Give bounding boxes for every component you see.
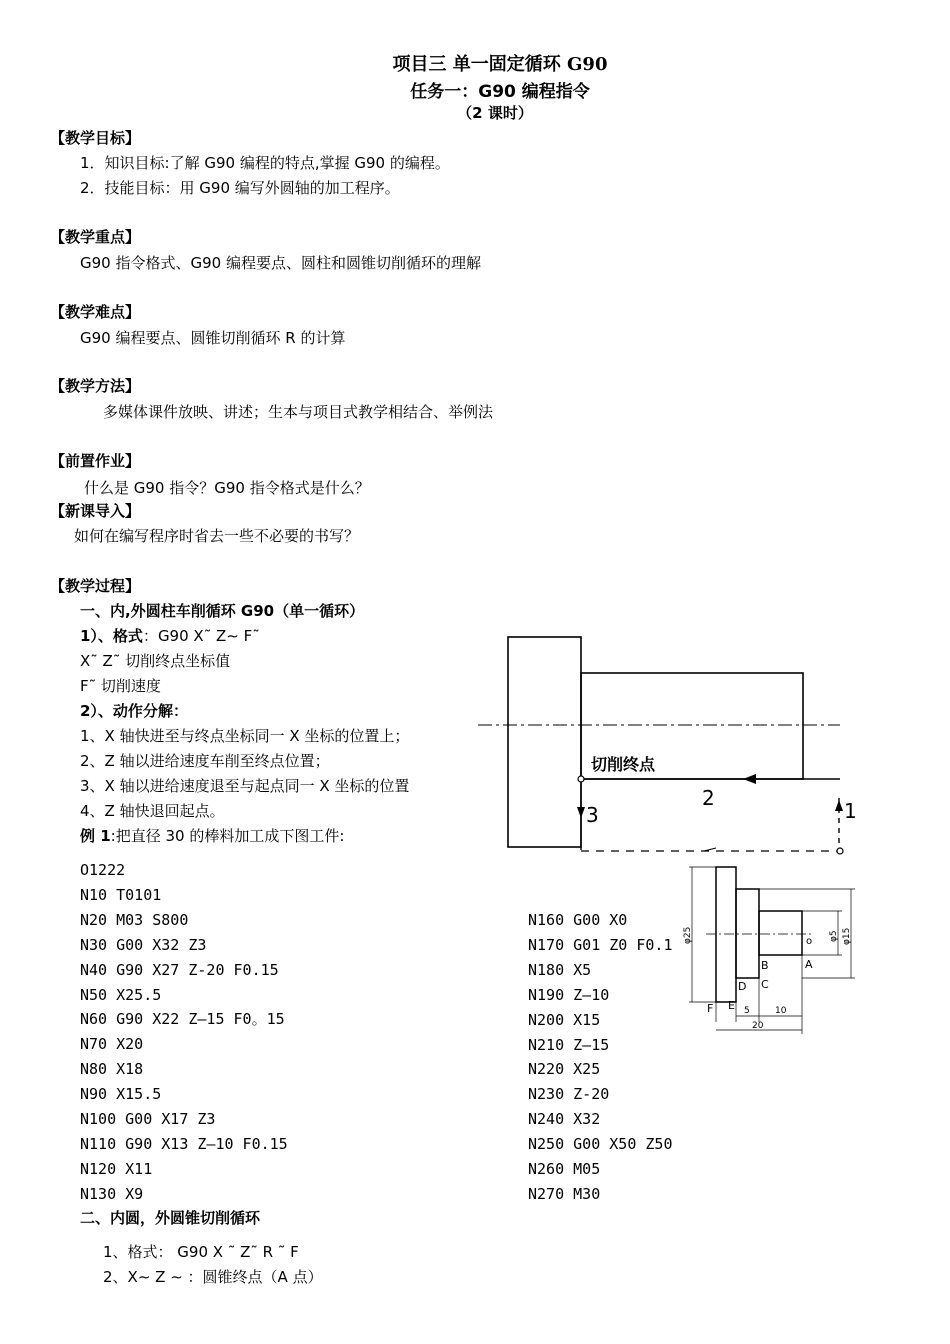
part-step-15 xyxy=(736,889,759,978)
difficulty-heading: 【教学难点】 xyxy=(50,303,141,321)
program-line: N270 M30 xyxy=(528,1184,601,1203)
point-c-label: C xyxy=(761,978,769,991)
objectives-heading: 【教学目标】 xyxy=(50,129,141,147)
program-right xyxy=(528,908,673,1207)
arrow-3 xyxy=(577,807,585,818)
example-text: :把直径 30 的棒料加工成下图工件: xyxy=(110,827,345,845)
point-b-label: B xyxy=(761,959,769,972)
program-line: N70 X20 xyxy=(80,1035,144,1054)
program-line: N230 Z-20 xyxy=(528,1085,610,1104)
program-line: N220 X25 xyxy=(528,1060,601,1079)
program-line: N210 Z—15 xyxy=(528,1035,610,1054)
section-2-title: 二、内圆，外圆锥切削循环 xyxy=(80,1209,261,1227)
cut-end-label: 切削终点 xyxy=(591,755,656,774)
program-line: N170 G01 Z0 F0.1 xyxy=(528,935,673,954)
program-line: N80 X18 xyxy=(80,1060,144,1079)
action-item: 4、Z 轴快退回起点。 xyxy=(80,802,225,820)
point-d-label: D xyxy=(738,980,747,993)
program-line: N190 Z—10 xyxy=(528,985,610,1004)
part-step-25 xyxy=(716,867,736,1002)
program-line: N160 G00 X0 xyxy=(528,911,628,929)
program-left xyxy=(80,858,288,1207)
program-line: N90 X15.5 xyxy=(80,1085,162,1104)
dim-20-label: 20 xyxy=(752,1021,764,1031)
g90-cycle-diagram xyxy=(470,630,880,865)
format-label: 1）、格式 xyxy=(80,627,143,645)
program-line: N180 X5 xyxy=(528,960,592,979)
homework-heading: 【前置作业】 xyxy=(50,452,141,470)
point-e-label: E xyxy=(728,999,735,1012)
dia-5-label: φ5 xyxy=(829,930,839,942)
program-line: N30 G00 X32 Z3 xyxy=(80,935,207,954)
format-text: ：G90 X˜ Z∼ F˜ xyxy=(142,627,260,645)
homework-text: 什么是 G90 指令？G90 指令格式是什么？ xyxy=(84,479,370,497)
difficulty-text: G90 编程要点、圆锥切削循环 R 的计算 xyxy=(80,329,346,347)
program-line: N200 X15 xyxy=(528,1010,601,1029)
program-line: N10 T0101 xyxy=(80,885,162,904)
intro-heading: 【新课导入】 xyxy=(50,502,141,520)
dia-25-label: φ25 xyxy=(683,926,693,944)
cone-format: 1、格式： G90 X ˜ Z˜ R ˜ F xyxy=(103,1243,299,1261)
intro-text: 如何在编写程序时省去一些不必要的书写？ xyxy=(74,527,360,545)
cone-xz: 2、X∼ Z ∼ ：圆锥终点（A 点） xyxy=(103,1268,323,1286)
point-a-label: A xyxy=(805,958,813,971)
objective-item: 1．知识目标:了解 G90 编程的特点,掌握 G90 的编程。 xyxy=(80,154,450,172)
dia-15-label: φ15 xyxy=(842,927,852,945)
objective-item: 2．技能目标：用 G90 编写外圆轴的加工程序。 xyxy=(80,179,400,197)
cut-end-point xyxy=(578,776,584,782)
dim-10-label: 10 xyxy=(775,1006,787,1016)
part-drawing xyxy=(680,860,860,1040)
page-title: 项目三 单一固定循环 G90 xyxy=(392,54,608,75)
example-label: 例 1 xyxy=(80,827,111,845)
program-line: N110 G90 X13 Z—10 F0.15 xyxy=(80,1134,288,1153)
start-point xyxy=(837,848,843,854)
program-line: N240 X32 xyxy=(528,1110,601,1129)
arrow-4 xyxy=(704,848,716,851)
program-line: N100 G00 X17 Z3 xyxy=(80,1110,216,1129)
dim-5-label: 5 xyxy=(744,1006,750,1016)
xz-line: X˜ Z˜ 切削终点坐标值 xyxy=(80,652,231,670)
section-1-title: 一、内,外圆柱车削循环 G90（单一循环） xyxy=(80,602,365,620)
step-3-label: 3 xyxy=(586,803,599,827)
arrow-2 xyxy=(743,774,756,784)
program-line: N60 G90 X22 Z—15 F0。15 xyxy=(80,1010,285,1029)
focus-text: G90 指令格式、G90 编程要点、圆柱和圆锥切削循环的理解 xyxy=(80,254,481,272)
focus-heading: 【教学重点】 xyxy=(50,228,141,246)
chuck-body xyxy=(508,637,581,847)
method-text: 多媒体课件放映、讲述；生本与项目式教学相结合、举例法 xyxy=(103,403,494,421)
class-hours: （2 课时） xyxy=(457,104,533,122)
program-line: N50 X25.5 xyxy=(80,985,162,1004)
actions-heading: 2）、动作分解： xyxy=(80,702,188,720)
action-item: 3、X 轴以进给速度退至与起点同一 X 坐标的位置 xyxy=(80,777,410,795)
program-line: N20 M03 S800 xyxy=(80,910,189,929)
step-1-label: 1 xyxy=(844,799,857,823)
program-line: N250 G00 X50 Z50 xyxy=(528,1135,673,1154)
example-line xyxy=(80,825,344,846)
method-heading: 【教学方法】 xyxy=(50,377,141,395)
program-line: N120 X11 xyxy=(80,1159,153,1178)
program-line: N260 M05 xyxy=(528,1160,601,1179)
program-line: N130 X9 xyxy=(80,1184,144,1203)
step-2-label: 2 xyxy=(702,786,715,810)
action-item: 1、X 轴快进至与终点坐标同一 X 坐标的位置上； xyxy=(80,727,410,745)
page-subtitle: 任务一：G90 编程指令 xyxy=(410,82,590,102)
program-line: N40 G90 X27 Z-20 F0.15 xyxy=(80,960,279,979)
process-heading: 【教学过程】 xyxy=(50,577,141,595)
action-item: 2、Z 轴以进给速度车削至终点位置； xyxy=(80,752,330,770)
f-line: F˜ 切削速度 xyxy=(80,677,161,695)
point-f-label: F xyxy=(707,1002,714,1015)
part-step-5 xyxy=(759,911,802,955)
format-line xyxy=(80,625,260,646)
program-line: O1222 xyxy=(80,861,126,879)
arrow-1 xyxy=(835,800,843,811)
point-o-label: o xyxy=(806,936,813,947)
